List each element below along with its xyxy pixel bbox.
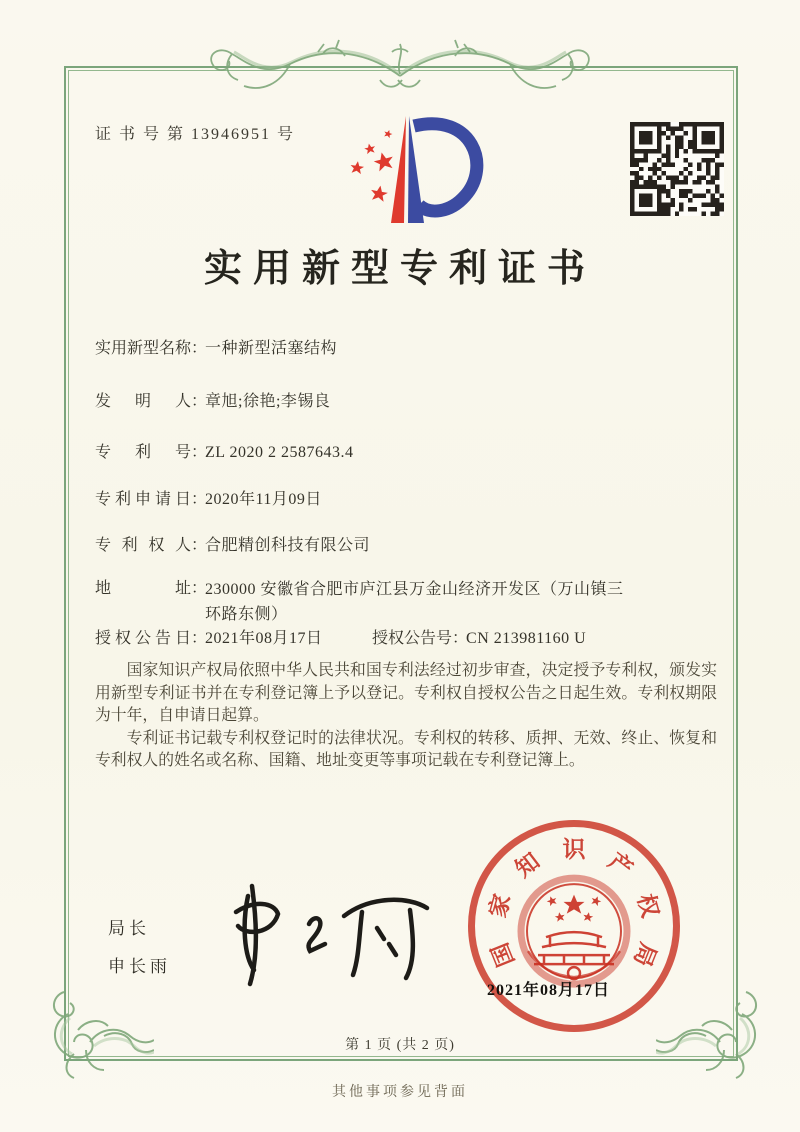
seal-char: 家 [485,891,516,921]
colon: ： [191,444,208,461]
page-number: 第 1 页 (共 2 页) [345,1038,455,1053]
field-value-inventors: 章旭;徐艳;李锡良 [205,393,331,410]
legal-paragraph-1: 国家知识产权局依照中华人民共和国专利法经过初步审查，决定授予专利权，颁发实用新型专利证书并在专利登记簿上予以登记。专利权自授权公告之日起生效。专利权期限为十年，自申请日起算。 [95,662,717,724]
legal-paragraph-2: 专利证书记载专利权登记时的法律状况。专利权的转移、质押、无效、终止、恢复和专利权人的姓名或名称、国籍、地址变更等事项记载在专利登记簿上。 [95,729,717,769]
seal-char: 产 [603,848,638,883]
colon: ： [452,630,469,647]
legal-text [95,660,717,773]
commissioner-name: 申长雨 [108,957,171,976]
logo-red-cone [391,116,406,223]
seal-char: 国 [487,939,519,971]
field-value-filing-date: 2020年11月09日 [205,491,322,508]
seal-char: 知 [510,848,545,883]
field-label-address: 地址 [95,580,191,597]
field-value-grant-date: 2021年08月17日 [205,630,323,647]
field-label-grant-date: 授权公告日 [95,630,191,647]
certificate-number: 证 书 号 第 13946951 号 [95,126,296,143]
colon: ： [191,630,208,647]
field-row-grant [95,627,586,651]
field-row-inventors [95,390,330,414]
field-value-grant-number: CN 213981160 U [466,630,587,647]
field-row-address [95,577,637,627]
field-label-filing-date: 专利申请日 [95,491,191,508]
field-value-patentee: 合肥精创科技有限公司 [205,537,371,554]
colon: ： [191,580,208,597]
field-value-address: 230000 安徽省合肥市庐江县万金山经济开发区（万山镇三环路东侧） [205,581,624,623]
certificate-title: 实用新型专利证书 [203,248,596,290]
field-label-name: 实用新型名称 [95,340,192,357]
seal-date: 2021年08月17日 [487,982,611,999]
seal-char: 识 [562,837,586,862]
commissioner-block [108,914,171,977]
seal-char: 局 [629,939,661,971]
logo-stars [349,129,395,203]
field-label-inventors: 发明人 [95,393,191,410]
field-row-filing-date [95,488,322,512]
grant-number-group [372,627,586,651]
cnipa-logo [334,104,489,236]
colon: ： [191,491,208,508]
commissioner-title: 局长 [108,919,150,938]
field-row-patentee [95,534,370,558]
field-value-patent-number: ZL 2020 2 2587643.4 [205,444,354,461]
logo-blue-p-bowl [414,124,477,211]
field-label-patent-number: 专利号 [95,444,191,461]
qr-code [630,122,724,216]
field-row-patent-number [95,441,353,465]
field-label-patentee: 专利权人 [95,537,191,554]
field-label-grant-number: 授权公告号 [372,630,453,647]
back-side-note: 其他事项参见背面 [332,1085,468,1100]
seal-char: 权 [632,891,663,921]
colon: ： [191,537,208,554]
colon: ： [191,340,208,357]
grant-date-group [95,627,372,651]
field-row-name [95,337,337,361]
commissioner-handwritten-signature [212,872,442,992]
cnipa-red-seal [468,820,680,1032]
colon: ： [191,393,208,410]
field-value-name: 一种新型活塞结构 [205,340,338,357]
national-emblem-icon [513,867,635,995]
